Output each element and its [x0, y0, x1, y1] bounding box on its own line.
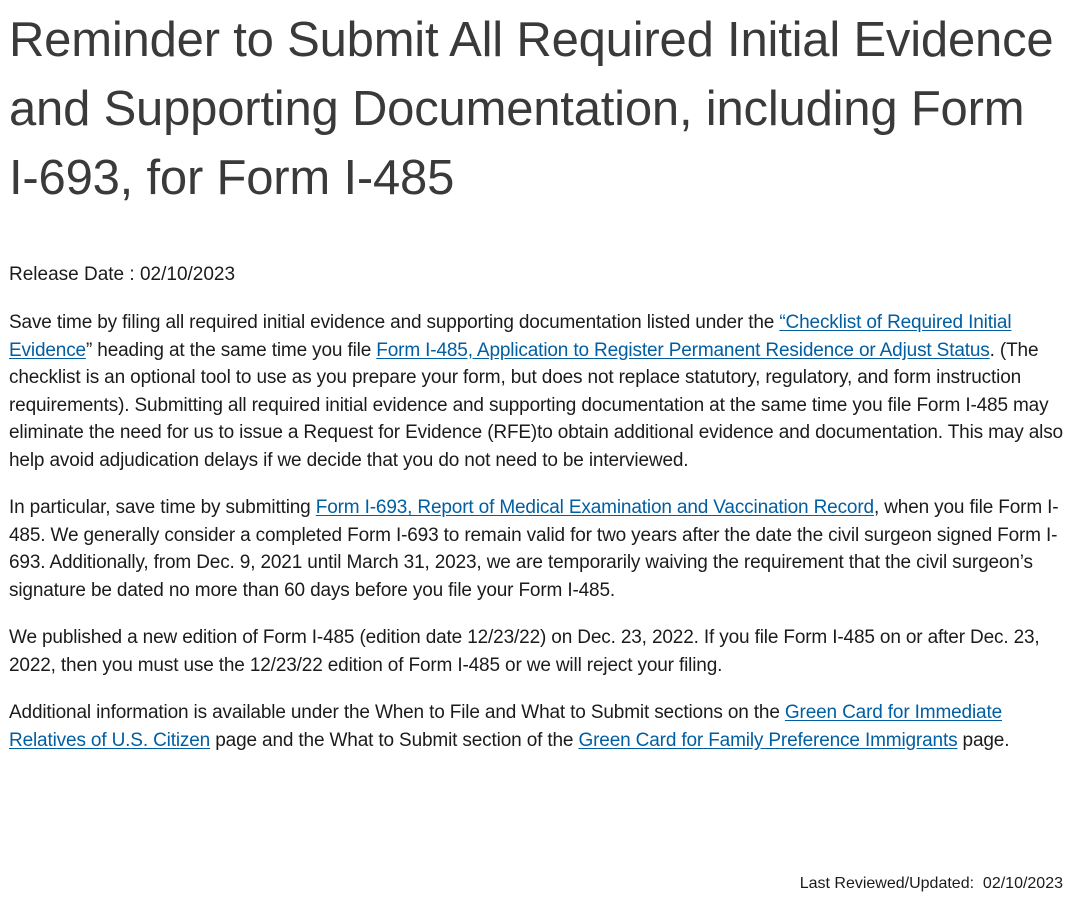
paragraph-text: Save time by filing all required initial evidence and supporting documentation listed under the: [9, 312, 780, 333]
form-i693-link[interactable]: Form I-693, Report of Medical Examination and Vaccination Record: [315, 497, 874, 518]
article: [9, 0, 1065, 754]
paragraph-text: We published a new edition of Form I-485 (edition date 12/23/22) on Dec. 23, 2022. If you file Form I-485 on or after Dec. 23, 2022, then you must use the 12/23/22 edition of Form I-485 or we will reject your filing.: [9, 627, 1040, 676]
paragraph-new-edition: [9, 624, 1065, 679]
last-reviewed-date: 02/10/2023: [982, 875, 1063, 892]
paragraph-additional-info: [9, 699, 1065, 754]
paragraph-form-i693: [9, 494, 1065, 604]
release-date: [9, 261, 1065, 288]
paragraph-text: , when you file Form I-485. We generally consider a completed Form I-693 to remain valid for two years after the date the civil surgeon signed Form I-693. Additionally, from Dec. 9, 2021 until March 31, 2023, we are temporarily waiving the requirement that the civil surgeon’s signature be dated no more than 60 days before you file your Form I-485.: [9, 497, 1059, 601]
form-i485-link[interactable]: Form I-485, Application to Register Permanent Residence or Adjust Status: [376, 339, 990, 361]
checklist-link[interactable]: “Checklist of Required Initial Evidence: [9, 312, 1012, 361]
paragraph-text: ” heading at the same time you file: [85, 339, 377, 361]
family-preference-link[interactable]: Green Card for Family Preference Immigrants: [578, 729, 958, 751]
paragraph-text: In particular, save time by submitting: [9, 497, 316, 518]
release-date-label: Release Date :: [9, 264, 135, 285]
paragraph-text: Additional information is available under the When to File and What to Submit sections on the: [9, 702, 785, 723]
immediate-relatives-link[interactable]: Green Card for Immediate Relatives of U.S. Citizen: [9, 702, 1003, 751]
paragraph-text: page and the What to Submit section of the: [210, 729, 579, 751]
release-date-value: 02/10/2023: [139, 264, 236, 285]
last-reviewed: [800, 873, 1063, 895]
last-reviewed-label: Last Reviewed/Updated:: [799, 875, 975, 892]
page-title: Reminder to Submit All Required Initial Evidence and Supporting Documentation, including Form I-693, for Form I-485: [9, 13, 1054, 205]
paragraph-text: . (The checklist is an optional tool to use as you prepare your form, but does not replace statutory, regulatory, and form instruction requirements). Submitting all required initial evidence and supporting documentation at the same time you file Form I-485 may eliminate the need for us to issue a Request for Evidence (RFE)to obtain additional evidence and documentation. This may also help avoid adjudication delays if we decide that you do not need to be interviewed.: [9, 339, 1063, 471]
paragraph-text: page.: [957, 729, 1010, 751]
paragraph-checklist: [9, 309, 1065, 474]
